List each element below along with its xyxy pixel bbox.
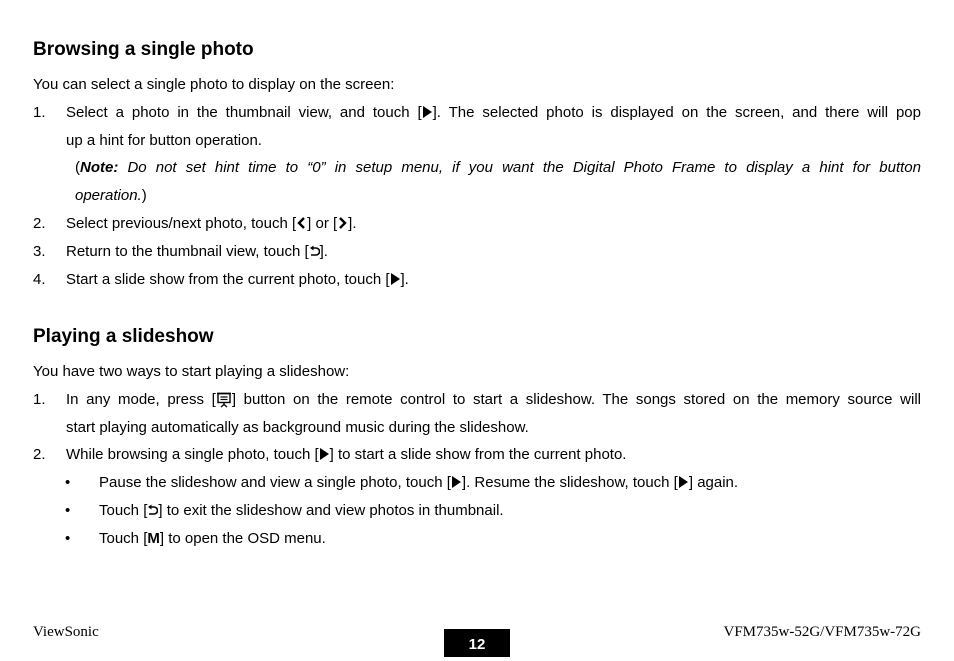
step-text: Select a photo in the thumbnail view, and touch [ ]. The selected photo is displayed on the screen, and there will pop — [66, 104, 921, 121]
step-number: 2. — [33, 215, 46, 232]
bullet-mark: • — [65, 502, 71, 519]
bullet-mark: • — [65, 530, 71, 547]
page-number-box — [444, 629, 510, 657]
footer-brand: ViewSonic — [33, 624, 99, 640]
next-icon — [337, 216, 348, 230]
step-text-continued: start playing automatically as background music during the slideshow. — [66, 419, 529, 436]
slideshow-icon — [216, 392, 232, 406]
step-text: Return to the thumbnail view, touch [ ]. — [66, 243, 328, 260]
step-text: Start a slide show from the current photo, touch [ ]. — [66, 271, 409, 288]
step-text-continued: up a hint for button operation. — [66, 132, 262, 149]
step-number: 4. — [33, 271, 46, 288]
return-icon — [309, 244, 320, 258]
step-number: 1. — [33, 391, 46, 408]
play-icon — [678, 475, 689, 489]
section-title-slideshow: Playing a slideshow — [33, 326, 214, 347]
previous-icon — [296, 216, 307, 230]
section-intro-slideshow: You have two ways to start playing a slideshow: — [33, 363, 350, 380]
step-text: While browsing a single photo, touch [ ] to start a slide show from the current photo. — [66, 446, 627, 463]
page-number: 12 — [468, 636, 486, 653]
step-number: 1. — [33, 104, 46, 121]
play-icon — [451, 475, 462, 489]
section-intro-browsing: You can select a single photo to display on the screen: — [33, 76, 395, 93]
bullet-text: Touch [M] to open the OSD menu. — [99, 530, 326, 547]
bullet-text: Pause the slideshow and view a single photo, touch [ ]. Resume the slideshow, touch [ ] again. — [99, 474, 739, 491]
step-number: 2. — [33, 446, 46, 463]
section-title-browsing: Browsing a single photo — [33, 39, 254, 60]
bullet-text: Touch [ ] to exit the slideshow and view photos in thumbnail. — [99, 502, 504, 519]
menu-key-label: M — [147, 530, 160, 547]
play-icon — [422, 105, 433, 119]
note-text-continued: operation.) — [75, 187, 147, 204]
play-icon — [390, 272, 401, 286]
step-text: In any mode, press [ ] button on the remote control to start a slideshow. The songs stored on the memory source will — [66, 391, 922, 408]
footer-model: VFM735w-52G/VFM735w-72G — [723, 624, 921, 640]
step-number: 3. — [33, 243, 46, 260]
step-text: Select previous/next photo, touch [ ] or [ ]. — [66, 215, 357, 232]
play-icon — [319, 447, 330, 461]
bullet-mark: • — [65, 474, 71, 491]
note-text: (Note: Do not set hint time to “0” in setup menu, if you want the Digital Photo Frame to display a hint for button — [75, 159, 921, 176]
return-icon — [147, 503, 158, 517]
